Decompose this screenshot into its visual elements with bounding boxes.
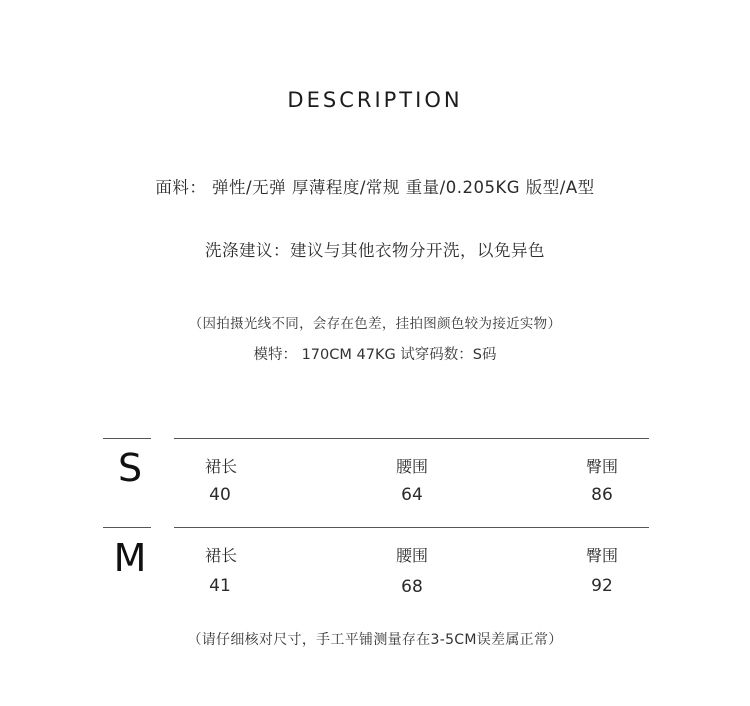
measurement-footnote: （请仔细核对尺寸，手工平铺测量存在3-5CM误差属正常） (187, 632, 563, 648)
size-s-length-label: 裙长 (204, 457, 237, 476)
divider-size-m-left (103, 527, 151, 528)
size-s-hip-label: 臀围 (585, 457, 618, 476)
size-m-waist-label: 腰围 (395, 546, 428, 565)
divider-size-m-right (174, 527, 649, 528)
page-title: DESCRIPTION (287, 88, 463, 112)
color-disclaimer: （因拍摄光线不同，会存在色差，挂拍图颜色较为接近实物） (188, 316, 562, 332)
size-m-hip-value: 92 (591, 576, 613, 596)
divider-size-s-right (174, 438, 649, 439)
fabric-info: 面料： 弹性/无弹 厚薄程度/常规 重量/0.205KG 版型/A型 (155, 178, 595, 197)
model-info: 模特： 170CM 47KG 试穿码数：S码 (253, 347, 497, 363)
size-m-length-value: 41 (209, 576, 231, 596)
size-s-length-value: 40 (209, 485, 231, 505)
size-s-waist-value: 64 (401, 485, 423, 505)
size-m-hip-label: 臀围 (585, 546, 618, 565)
size-letter-m: M (113, 536, 147, 580)
wash-instructions: 洗涤建议：建议与其他衣物分开洗，以免异色 (205, 241, 545, 260)
size-letter-s: S (117, 446, 143, 490)
divider-size-s-left (103, 438, 151, 439)
size-m-waist-value: 68 (401, 577, 423, 597)
size-s-hip-value: 86 (591, 485, 613, 505)
size-s-waist-label: 腰围 (395, 457, 428, 476)
size-m-length-label: 裙长 (204, 546, 237, 565)
